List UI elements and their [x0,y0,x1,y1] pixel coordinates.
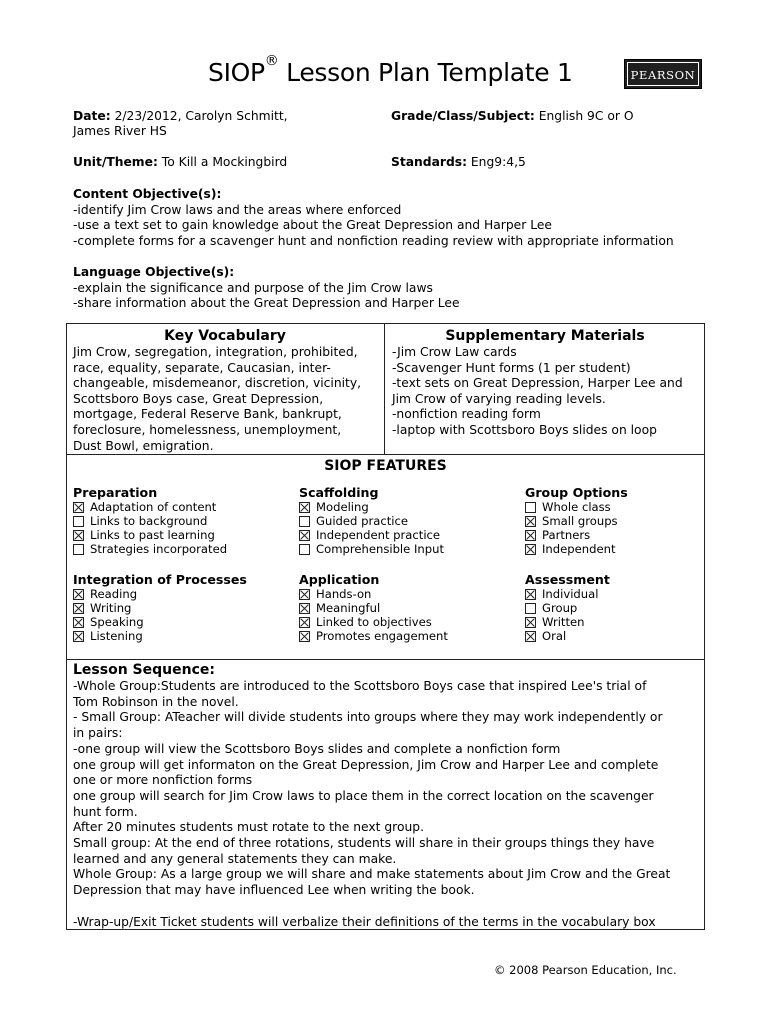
checkbox-checked-icon[interactable] [73,502,84,513]
objective-item: -complete forms for a scavenger hunt and nonfiction reading review with appropriate information [73,233,674,248]
checkbox-unchecked-icon[interactable] [299,544,310,555]
assessment-group: Assessment Individual Group Written Oral [525,572,610,643]
checkbox-checked-icon[interactable] [525,589,536,600]
application-group: Application Hands-on Meaningful Linked to objectives Promotes engagement [299,572,448,643]
materials-heading: Supplementary Materials [445,328,645,344]
checkbox-checked-icon[interactable] [525,516,536,527]
checkbox-checked-icon[interactable] [299,589,310,600]
siop-features-heading: SIOP FEATURES [324,458,447,474]
school-line: James River HS [73,124,167,138]
standards-field: Standards: Eng9:4,5 [391,155,526,169]
checkbox-unchecked-icon[interactable] [525,502,536,513]
integration-group: Integration of Processes Reading Writing Speaking Listening [73,572,247,643]
checkbox-checked-icon[interactable] [73,589,84,600]
checkbox-checked-icon[interactable] [299,617,310,628]
checkbox-checked-icon[interactable] [525,631,536,642]
checkbox-checked-icon[interactable] [73,631,84,642]
scaffolding-group: Scaffolding Modeling Guided practice Independent practice Comprehensible Input [299,485,444,556]
content-objectives: Content Objective(s): -identify Jim Crow laws and the areas where enforced -use a text set to gain knowledge about the Great Depression and Harper Lee -complete forms for a scavenger hunt and nonfiction reading review with appropriate information [73,187,674,248]
checkbox-checked-icon[interactable] [73,603,84,614]
group-options-group: Group Options Whole class Small groups Partners Independent [525,485,628,556]
checkbox-unchecked-icon[interactable] [299,516,310,527]
row-divider [66,659,705,660]
objective-item: -identify Jim Crow laws and the areas where enforced [73,202,402,217]
pearson-logo: PEARSON [624,59,702,89]
checkbox-unchecked-icon[interactable] [525,603,536,614]
objective-item: -explain the significance and purpose of the Jim Crow laws [73,280,433,295]
objective-item: -share information about the Great Depression and Harper Lee [73,296,460,311]
checkbox-checked-icon[interactable] [525,544,536,555]
lesson-sequence-heading: Lesson Sequence: [73,662,215,678]
grade-field: Grade/Class/Subject: English 9C or O [391,109,634,123]
checkbox-checked-icon[interactable] [299,530,310,541]
checkbox-checked-icon[interactable] [299,631,310,642]
lesson-sequence-text: -Whole Group:Students are introduced to the Scottsboro Boys case that inspired Lee's trial of Tom Robinson in the novel. - Small Group: ATeacher will divide students into groups where they may work independently or in pairs: -one group will view the Scottsboro Boys slides and complete a nonfiction form one group will get informaton on the Great Depression, Jim Crow and Harper Lee and complete one or more nonfiction forms one group will search for Jim Crow laws to place them in the correct location on the scavenger hunt form. After 20 minutes students must rotate to the next group. Small group: At the end of three rotations, students will share in their groups things they have learned and any general statements they can make. Whole Group: As a large group we will share and make statements about Jim Crow and the Great Depression that may have influenced Lee when writing the book. -Wrap-up/Exit Ticket students will verbalize their definitions of the terms in the vocabulary box [73,679,671,929]
objective-item: -use a text set to gain knowledge about the Great Depression and Harper Lee [73,218,552,233]
preparation-group: Preparation Adaptation of content Links to background Links to past learning Strategies incorporated [73,485,228,556]
vocabulary-heading: Key Vocabulary [164,328,286,344]
date-field: Date: 2/23/2012, Carolyn Schmitt, [73,109,288,123]
checkbox-checked-icon[interactable] [73,617,84,628]
vocabulary-list: Jim Crow, segregation, integration, prohibited, race, equality, separate, Caucasian, inter- changeable, misdemeanor, discretion, vicinity, Scottsboro Boys case, Great Depression, mortgage, Federal Reserve Bank, bankrupt, foreclosure, homelessness, unemployment, Dust Bowl, emigration. [73,345,362,453]
checkbox-unchecked-icon[interactable] [73,544,84,555]
checkbox-unchecked-icon[interactable] [73,516,84,527]
copyright-footer: © 2008 Pearson Education, Inc. [494,963,677,977]
unit-field: Unit/Theme: To Kill a Mockingbird [73,155,288,169]
checkbox-checked-icon[interactable] [299,603,310,614]
checkbox-checked-icon[interactable] [525,530,536,541]
checkbox-checked-icon[interactable] [299,502,310,513]
checkbox-checked-icon[interactable] [525,617,536,628]
page-title: SIOP® Lesson Plan Template 1 [208,53,573,87]
checkbox-checked-icon[interactable] [73,530,84,541]
materials-list: -Jim Crow Law cards -Scavenger Hunt forms (1 per student) -text sets on Great Depression, Harper Lee and Jim Crow of varying reading levels. -nonfiction reading form -laptop with Scottsboro Boys slides on loop [392,345,683,437]
language-objectives: Language Objective(s): -explain the significance and purpose of the Jim Crow laws -share information about the Great Depression and Harper Lee [73,265,460,311]
